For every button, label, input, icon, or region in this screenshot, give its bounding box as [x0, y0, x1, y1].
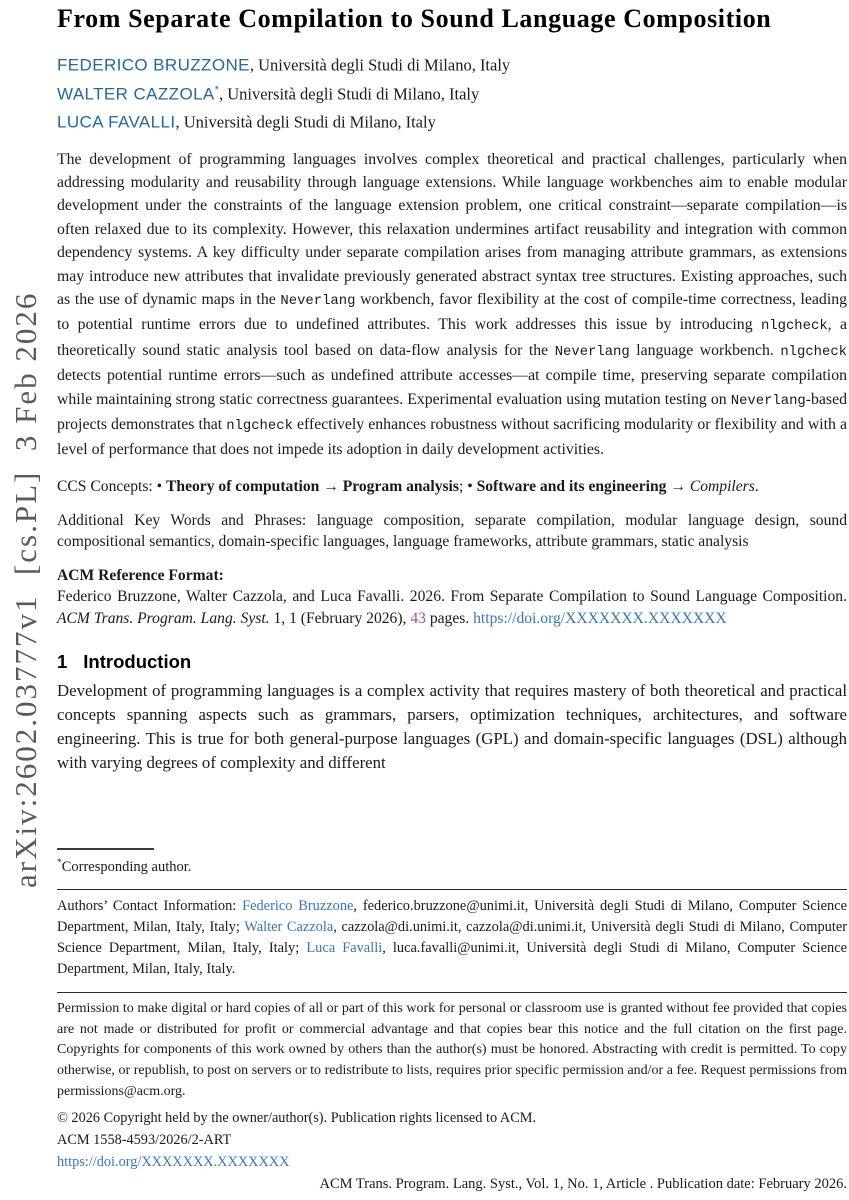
separator-rule	[57, 992, 847, 993]
text-segment: Corresponding author.	[61, 858, 192, 875]
author-name-link[interactable]: FEDERICO BRUZZONE	[57, 55, 250, 75]
author-affiliation: , Università degli Studi di Milano, Italy	[175, 112, 436, 132]
introduction-paragraph: Development of programming languages is a complex activity that requires mastery of both theoretical and practical concepts spanning aspects such as grammars, parsers, optimization techniques, architectures, and software engineering. This is true for both general-purpose languages (GPL) and domain-specific languages (DSL) although with varying degrees of complexity and different	[57, 681, 847, 773]
contact-link-federico-bruzzone[interactable]: Federico Bruzzone	[242, 897, 354, 914]
text-segment: , a theoretically sound static analysis tool based on data-flow analysis for the	[57, 316, 847, 359]
text-segment: , luca.favalli@unimi.it, Università degli Studi di Milano, Computer Science Department, Milan, Italy, Italy.	[57, 939, 848, 977]
permission-notice: Permission to make digital or hard copies of all or part of this work for personal or classroom use is granted without fee provided that copies are not made or distributed for profit or commercial advantage and that copies bear this notice and the full citation on the first page. Copyrights for components of this work owned by others than the author(s) must be honored. Abstracting with credit is permitted. To copy otherwise, or republish, to post on servers or to redistribute to lists, requires prior specific permission and/or a fee. Request permissions from permissions@acm.org.	[57, 1000, 847, 1100]
text-segment: Neverlang	[554, 343, 630, 360]
keywords-paragraph	[57, 510, 847, 553]
text-segment: Neverlang	[280, 292, 356, 309]
text-segment: pages.	[425, 609, 474, 627]
text-segment: nlgcheck	[760, 318, 828, 335]
text-segment: Software and its engineering →	[476, 477, 690, 495]
contact-link-walter-cazzola[interactable]: Walter Cazzola	[244, 918, 334, 935]
text-segment: 1, 1 (February 2026),	[269, 609, 411, 627]
abstract-paragraph	[57, 148, 847, 462]
text-segment: , cazzola@di.unimi.it, cazzola@di.unimi.it, Università degli Studi di Milano, Computer Science Department, Milan, Italy, Italy;	[57, 918, 848, 956]
separator-rule	[57, 889, 847, 890]
author-line	[57, 78, 847, 107]
page-backmatter	[57, 848, 847, 1172]
text-segment: CCS Concepts: •	[57, 477, 166, 495]
text-segment: .	[754, 477, 759, 495]
text-segment: Theory of computation → Program analysis	[166, 477, 459, 495]
doi-link[interactable]: https://doi.org/XXXXXXX.XXXXXXX	[57, 1153, 290, 1170]
text-segment: Federico Bruzzone, Walter Cazzola, and Luca Favalli. 2026. From Separate Compilation to Sound Language Composition.	[57, 588, 847, 606]
text-segment: , federico.bruzzone@unimi.it, Università degli Studi di Milano, Computer Science Department, Milan, Italy, Italy;	[57, 897, 847, 935]
author-affiliation: , Università degli Studi di Milano, Italy	[218, 84, 480, 103]
author-name-link[interactable]: LUCA FAVALLI	[57, 112, 176, 132]
text-segment: ; •	[458, 477, 477, 495]
author-list	[57, 49, 847, 135]
authors-contact-info	[57, 896, 847, 980]
contact-link-luca-favalli[interactable]: Luca Favalli	[306, 939, 383, 956]
text-segment: Compilers	[689, 477, 755, 495]
paper-content	[57, 0, 848, 1192]
corresponding-author-marker: *	[214, 83, 219, 96]
author-affiliation: , Università degli Studi di Milano, Italy	[249, 55, 511, 75]
text-segment: effectively enhances robustness without sacrificing modularity or flexibility and with a level of performance that does not impede its adoption in daily development activities.	[57, 415, 847, 459]
footnote-rule	[57, 848, 154, 850]
reference-doi-link[interactable]: https://doi.org/XXXXXXX.XXXXXXX	[473, 609, 727, 627]
ccs-concepts	[57, 476, 847, 498]
text-segment: detects potential runtime errors—such as undefined attribute accesses—at compile time, preserving separate compilation while maintaining strong static correctness guarantees. Experimental evaluation using mutation testing on	[57, 367, 847, 408]
text-segment: -based projects demonstrates that	[57, 390, 847, 433]
copyright-line: © 2026 Copyright held by the owner/author(s). Publication rights licensed to ACM.	[57, 1109, 537, 1126]
corresponding-author-footnote	[57, 854, 847, 877]
author-line	[57, 106, 847, 135]
page-footer: ACM Trans. Program. Lang. Syst., Vol. 1, No. 1, Article . Publication date: February 2026.	[319, 1176, 847, 1192]
text-segment: nlgcheck	[226, 417, 293, 434]
text-segment: language workbench.	[629, 341, 781, 359]
text-segment: Authors’ Contact Information:	[57, 897, 243, 914]
acm-reference-text	[57, 586, 847, 629]
text-segment: workbench, favor flexibility at the cost of compile-time correctness, leading to potential runtime errors due to undefined attributes. This work addresses this issue by introducing	[57, 290, 848, 334]
acm-reference-format	[57, 565, 847, 630]
acm-reference-heading: ACM Reference Format:	[57, 566, 224, 584]
text-segment: nlgcheck	[780, 343, 847, 360]
text-segment: ACM Trans. Program. Lang. Syst.	[57, 609, 270, 627]
paper-title: From Separate Compilation to Sound Language Composition	[57, 4, 772, 33]
text-segment: Additional Key Words and Phrases: language composition, separate compilation, modular language design, sound compositional semantics, domain-specific languages, language frameworks, attribute grammars, static analysis	[57, 511, 847, 551]
text-segment: 43	[410, 609, 426, 627]
text-segment: The development of programming languages involves complex theoretical and practical challenges, particularly when addressing modularity and reusability through language extensions. While language workbenches aim to enable modular development under the constraints of the language extension problem, one critical constraint—separate compilation—is often relaxed due to its complexity. However, this relaxation undermines artifact reusability and integration with common dependency systems. A key difficulty under separate compilation arises from managing attribute grammars, as extensions may introduce new attributes that invalidate previously generated abstract syntax tree structures. Existing approaches, such as the use of dynamic maps in the	[57, 150, 847, 308]
section-title: Introduction	[83, 651, 192, 673]
text-segment: Neverlang	[730, 392, 806, 409]
text-segment: *	[57, 858, 62, 868]
section-number: 1	[57, 651, 68, 673]
author-line	[57, 49, 847, 78]
arxiv-watermark: arXiv:2602.03777v1 [cs.PL] 3 Feb 2026	[8, 291, 43, 888]
author-name-link[interactable]: WALTER CAZZOLA	[57, 84, 215, 103]
acm-issn-line: ACM 1558-4593/2026/2-ART	[57, 1131, 232, 1148]
section-heading-introduction	[57, 651, 847, 673]
